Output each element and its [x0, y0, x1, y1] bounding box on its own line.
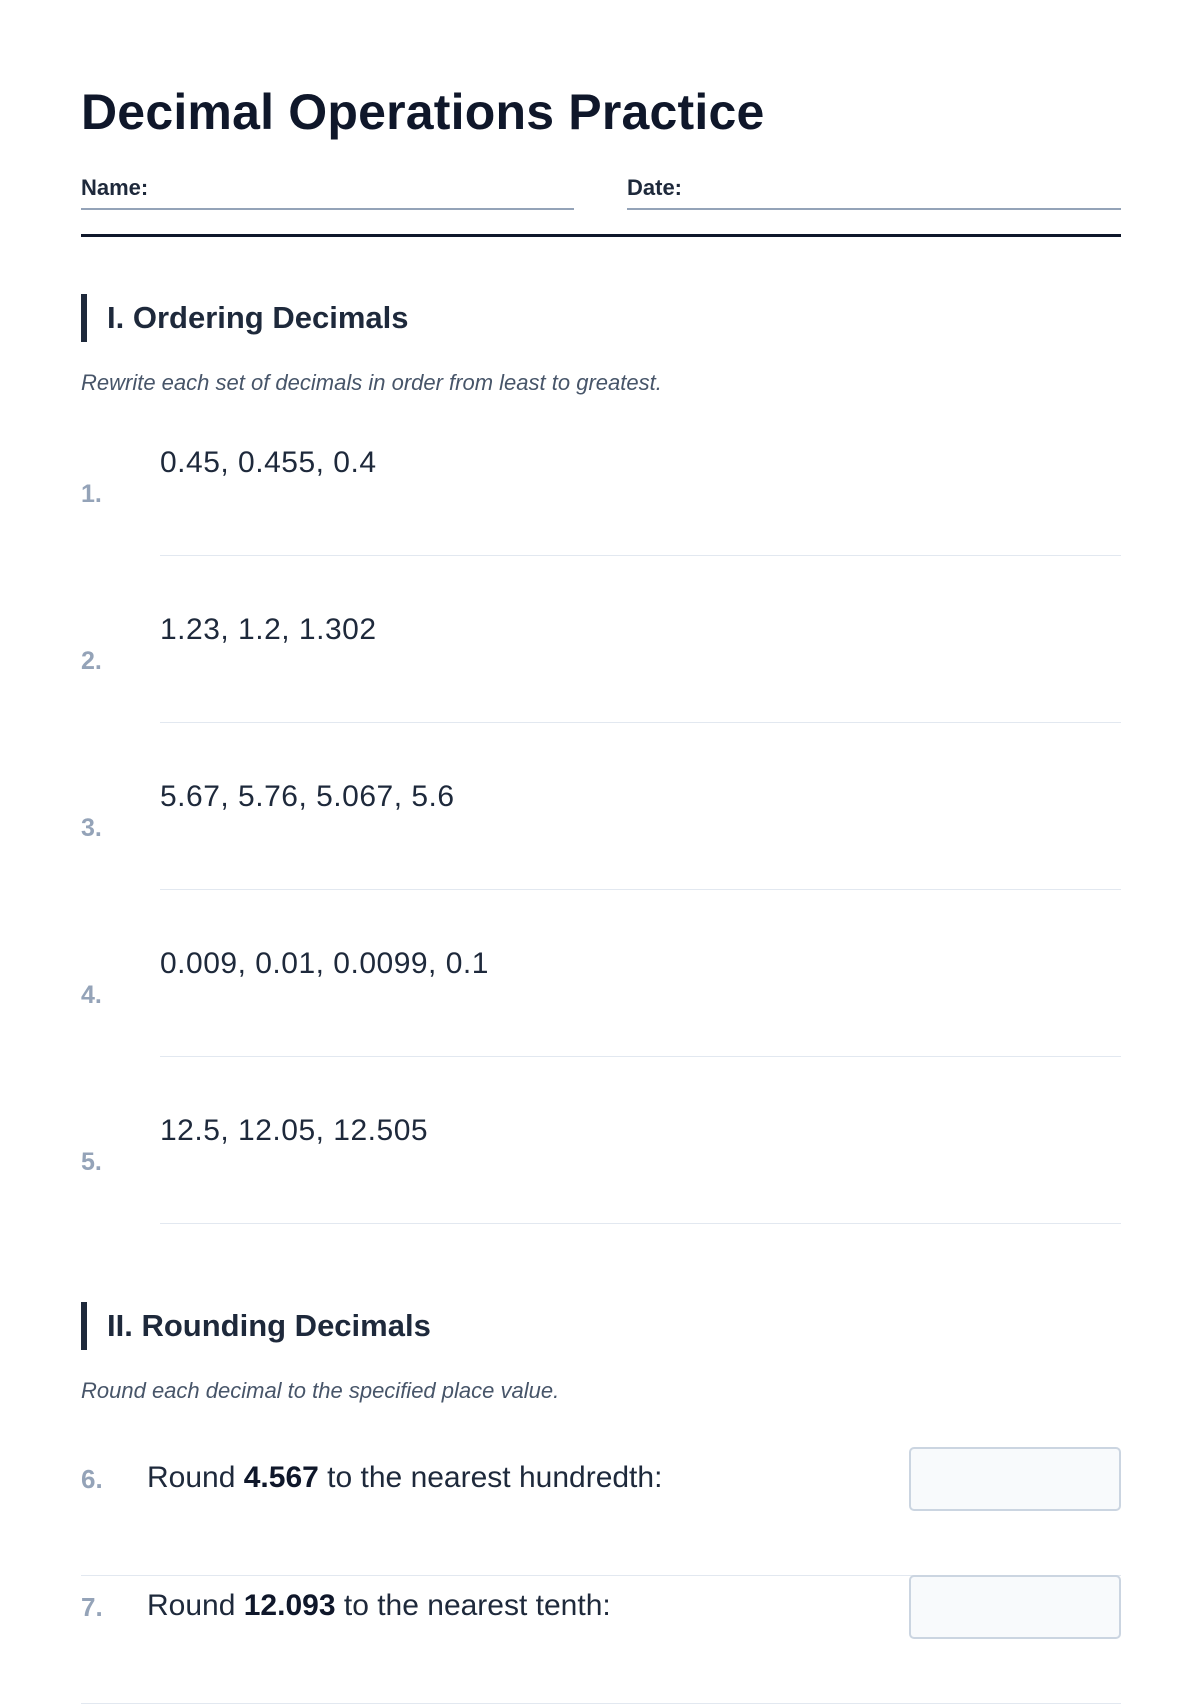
question-item	[81, 1114, 1121, 1280]
question-item	[81, 446, 1121, 612]
answer-line[interactable]	[160, 1056, 1121, 1057]
question-item	[81, 947, 1121, 1113]
question-text: Round 12.093 to the nearest tenth:	[147, 1589, 611, 1622]
question-text: Round 4.567 to the nearest hundredth:	[147, 1461, 663, 1494]
section-instruction-ordering: Rewrite each set of decimals in order from least to greatest.	[81, 370, 662, 395]
question-number: 3.	[81, 814, 102, 842]
answer-line[interactable]	[160, 1223, 1121, 1224]
date-field[interactable]	[627, 170, 1121, 210]
answer-box[interactable]	[909, 1575, 1121, 1639]
question-item	[81, 613, 1121, 779]
question-value: 12.093	[243, 1589, 336, 1622]
question-text: 0.009, 0.01, 0.0099, 0.1	[160, 947, 489, 980]
question-text: 1.23, 1.2, 1.302	[160, 613, 377, 646]
answer-line[interactable]	[160, 889, 1121, 890]
question-text: 12.5, 12.05, 12.505	[160, 1114, 429, 1147]
section-heading-rounding: II. Rounding Decimals	[81, 1302, 431, 1350]
answer-line[interactable]	[160, 722, 1121, 723]
header-divider	[81, 234, 1121, 237]
question-number: 1.	[81, 480, 102, 508]
question-item	[81, 1447, 1121, 1576]
date-label: Date:	[627, 175, 683, 200]
question-number: 4.	[81, 981, 102, 1009]
name-field[interactable]	[81, 170, 574, 210]
section-heading-ordering: I. Ordering Decimals	[81, 294, 409, 342]
page-title: Decimal Operations Practice	[81, 84, 765, 140]
question-text: 0.45, 0.455, 0.4	[160, 446, 377, 479]
question-number: 5.	[81, 1148, 102, 1176]
question-number: 7.	[81, 1592, 103, 1622]
question-number: 2.	[81, 647, 102, 675]
question-item	[81, 780, 1121, 946]
section-instruction-rounding: Round each decimal to the specified place value.	[81, 1378, 560, 1403]
name-label: Name:	[81, 175, 149, 200]
question-number: 6.	[81, 1464, 103, 1494]
question-item	[81, 1575, 1121, 1704]
answer-box[interactable]	[909, 1447, 1121, 1511]
question-text: 5.67, 5.76, 5.067, 5.6	[160, 780, 455, 813]
question-value: 4.567	[243, 1461, 319, 1494]
answer-line[interactable]	[160, 555, 1121, 556]
